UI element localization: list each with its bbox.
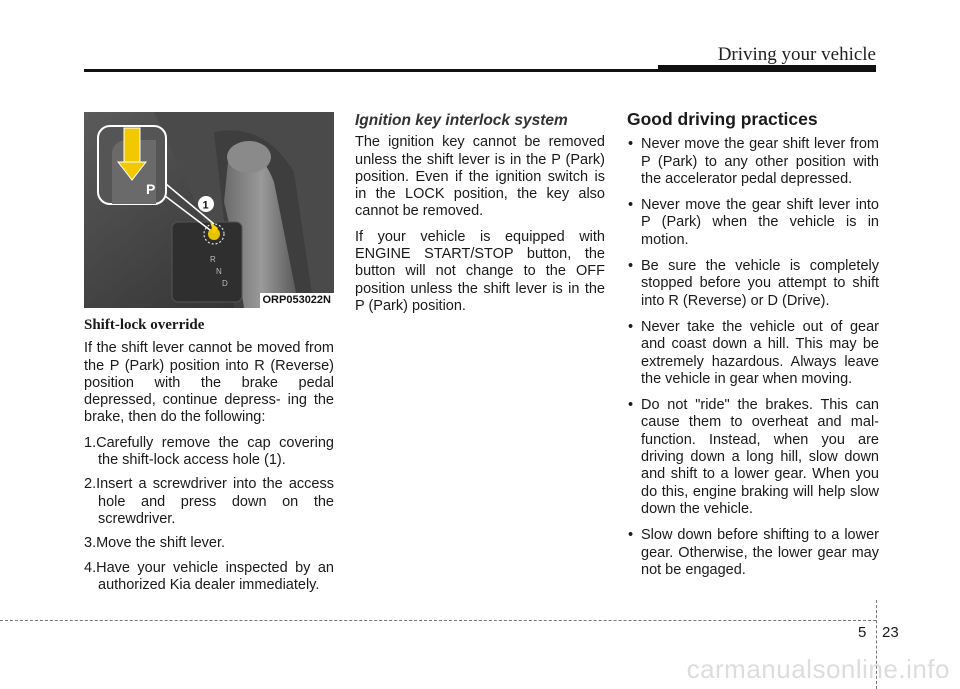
chapter-number: 5 — [858, 624, 867, 641]
gear-shifter-illustration — [84, 112, 334, 308]
left-column — [84, 112, 334, 601]
step-item: 1.Carefully remove the cap covering the shift-lock access hole (1). — [84, 434, 334, 469]
list-item — [627, 319, 879, 388]
callout-number: 1 — [202, 199, 209, 212]
step-item: 4.Have your vehicle inspected by an authorized Kia dealer immediately. — [84, 559, 334, 593]
driving-practices-list — [627, 136, 879, 579]
paragraph: If your vehicle is equipped with ENGINE START/STOP button, the button will not change to the OFF position unless the shift lever is in the P (Park) position. — [355, 228, 605, 314]
list-item-text: Never move the gear shift lever into P (Park) when the vehicle is in motion. — [641, 197, 879, 248]
good-driving-heading: Good driving practices — [627, 109, 818, 129]
list-item — [627, 258, 879, 310]
svg-text:D: D — [222, 279, 228, 288]
svg-text:R: R — [210, 255, 216, 264]
header-rule — [84, 69, 660, 72]
bullet-icon: • — [628, 318, 634, 335]
step-item: 3.Move the shift lever. — [84, 535, 226, 552]
list-item-text: Never take the vehicle out of gear and coast down a hill. This may be extremely hazardous. Always leave the vehicle in gear when moving. — [641, 318, 879, 387]
list-item-text: Slow down before shifting to a lower gear. Otherwise, the lower gear may not be engaged. — [641, 527, 879, 578]
bullet-icon: • — [628, 136, 634, 153]
list-item — [627, 397, 879, 518]
list-item-text: Be sure the vehicle is completely stopped before you attempt to shift into R (Reverse) or D (Drive). — [641, 258, 879, 309]
step-item: 2.Insert a screwdriver into the access hole and press down on the screwdriver. — [84, 476, 334, 527]
shift-lock-figure — [84, 112, 334, 308]
paragraph: The ignition key cannot be removed unless the shift lever is in the P (Park) position. Even if the ignition switch is in the LOCK position, the key also cannot be removed. — [355, 134, 605, 220]
svg-text:N: N — [216, 267, 222, 276]
shift-lock-heading: Shift-lock override — [84, 317, 205, 333]
running-header: Driving your vehicle — [717, 44, 876, 65]
ignition-interlock-heading: Ignition key interlock system — [355, 112, 568, 129]
bullet-icon: • — [628, 258, 634, 275]
list-item — [627, 197, 879, 249]
shift-lock-intro: If the shift lever cannot be moved from the P (Park) position into R (Reverse) position with the brake pedal depressed, continue depress- ing the brake, then do the following: — [84, 340, 334, 426]
list-item — [627, 527, 879, 579]
page-number: 23 — [882, 624, 899, 641]
right-column — [627, 109, 879, 588]
watermark: carmanualsonline.info — [686, 654, 950, 684]
list-item — [627, 136, 879, 188]
park-letter: P — [146, 181, 156, 197]
bullet-icon: • — [628, 527, 634, 544]
middle-column — [355, 112, 605, 323]
bullet-icon: • — [628, 397, 634, 414]
list-item-text: Never move the gear shift lever from P (Park) to any other position with the accelerator pedal depressed. — [641, 136, 879, 187]
figure-code: ORP053022N — [260, 293, 335, 308]
header-rule-accent — [658, 65, 876, 72]
bullet-icon: • — [628, 197, 634, 214]
shift-lock-steps — [84, 435, 334, 594]
list-item-text: Do not "ride" the brakes. This can cause them to overheat and mal- function. Instead, when you are driving down a long hill, slow down and shift to a lower gear. When you do this, engine braking will help slow down the vehicle. — [641, 397, 879, 517]
footer-rule — [0, 620, 876, 621]
